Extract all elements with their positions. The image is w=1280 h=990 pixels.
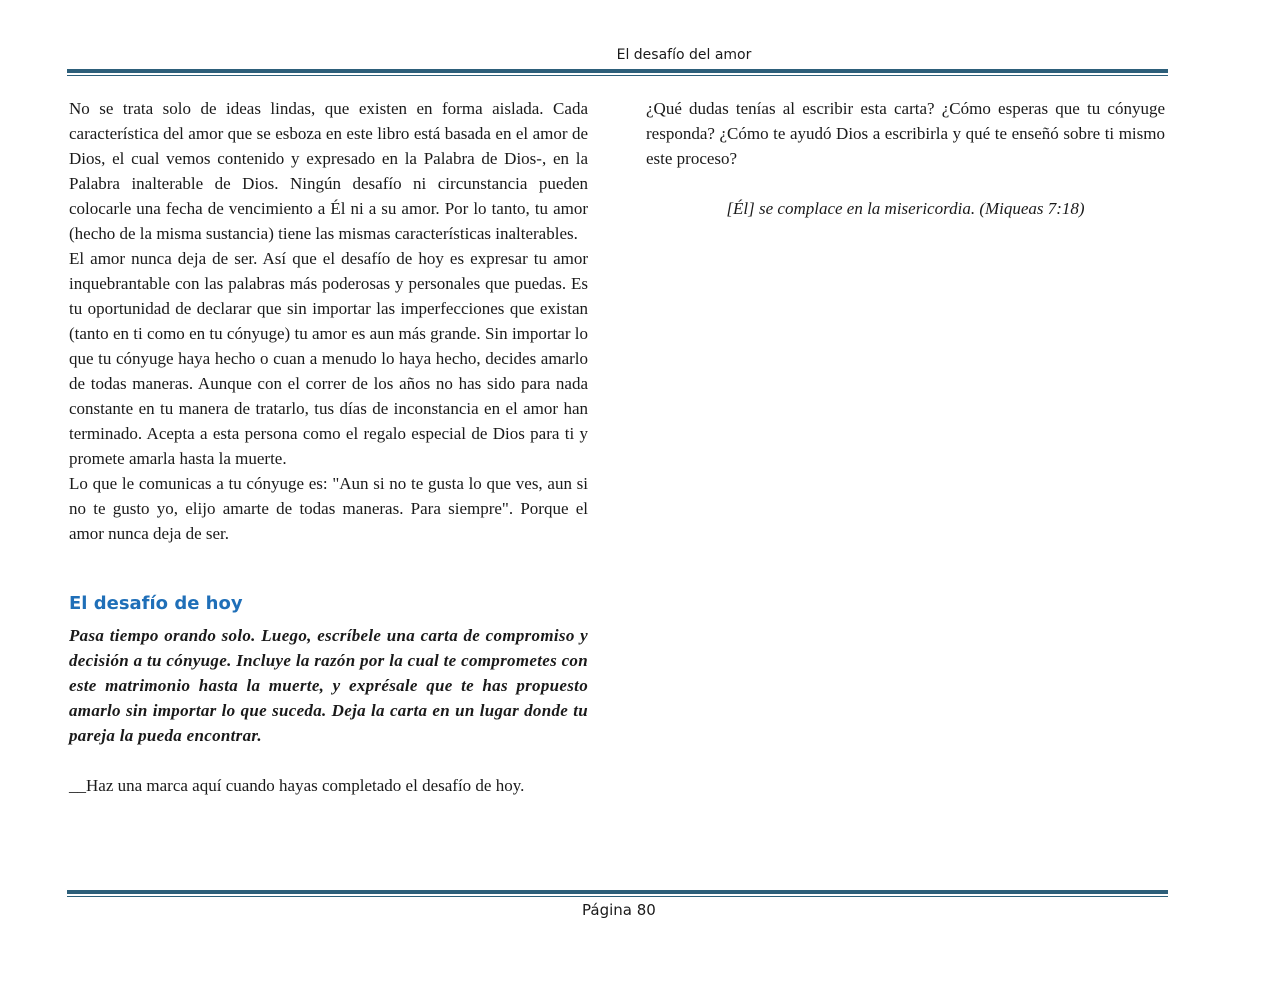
body-paragraph: El amor nunca deja de ser. Así que el desafío de hoy es expresar tu amor inquebrantable con las palabras más poderosas y personales que puedas. Es tu oportunidad de declarar que sin importar las imperfecciones que existan (tanto en ti como en tu cónyuge) tu amor es aun más grande. Sin importar lo que tu cónyuge haya hecho o cuan a menudo lo haya hecho, decides amarlo de todas maneras. Aunque con el correr de los años no has sido para nada constante en tu manera de tratarlo, tus días de inconstancia en el amor han terminado. Acepta a esta persona como el regalo especial de Dios para ti y promete amarla hasta la muerte. — [69, 249, 588, 468]
page-number: Página 80 — [582, 901, 656, 919]
body-paragraph: Lo que le comunicas a tu cónyuge es: "Aun si no te gusta lo que ves, aun si no te gusto yo, elijo amarte de todas maneras. Para siempre". Porque el amor nunca deja de ser. — [69, 474, 588, 543]
challenge-text: Pasa tiempo orando solo. Luego, escríbele una carta de compromiso y decisión a tu cónyuge. Incluye la razón por la cual te comprometes con este matrimonio hasta la muerte, y exprésale que te has propuesto amarlo sin importar lo que suceda. Deja la carta en un lugar donde tu pareja la pueda encontrar. — [69, 626, 588, 745]
footer-rule — [67, 890, 1168, 899]
right-column — [646, 96, 1165, 221]
header-rule — [67, 69, 1168, 76]
header-title: El desafío del amor — [616, 47, 752, 63]
reflection-paragraph: ¿Qué dudas tenías al escribir esta carta? ¿Cómo esperas que tu cónyuge responda? ¿Cómo te ayudó Dios a escribirla y qué te enseñó sobre ti mismo este proceso? — [646, 99, 1165, 168]
completion-checkmark-line: __Haz una marca aquí cuando hayas completado el desafío de hoy. — [69, 776, 525, 795]
left-column — [69, 96, 588, 798]
body-paragraph: No se trata solo de ideas lindas, que existen en forma aislada. Cada característica del amor que se esboza en este libro está basada en el amor de Dios, el cual vemos contenido y expresado en la Palabra de Dios-, en la Palabra inalterable de Dios. Ningún desafío ni circunstancia pueden colocarle una fecha de vencimiento a Él ni a su amor. Por lo tanto, tu amor (hecho de la misma sustancia) tiene las mismas características inalterables. — [69, 99, 588, 243]
scripture-quote: [Él] se complace en la misericordia. (Miqueas 7:18) — [726, 199, 1085, 218]
page-header — [0, 47, 1168, 63]
section-title: El desafío de hoy — [69, 593, 243, 614]
